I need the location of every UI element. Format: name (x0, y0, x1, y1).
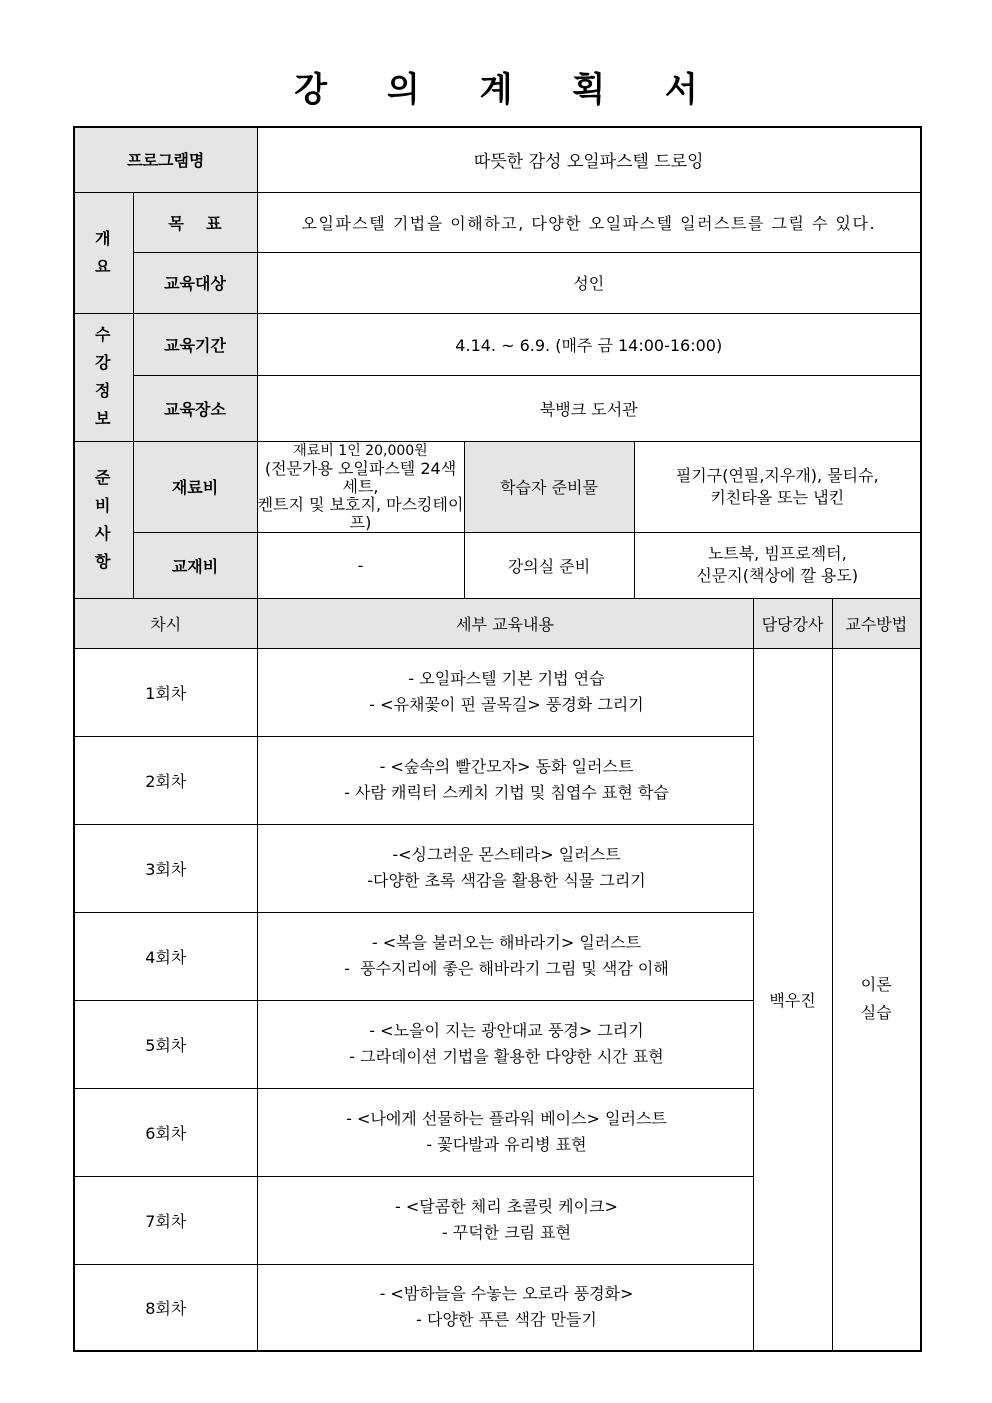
course-info-label-line1: 수 강 (95, 325, 123, 372)
material-fee-value (257, 441, 464, 532)
teaching-method-line2: 실습 (860, 1003, 892, 1023)
program-name: 따뜻한 감성 오일파스텔 드로잉 (257, 127, 921, 192)
session-line1: - <밤하늘을 수놓는 오로라 풍경화> (379, 1284, 634, 1304)
session-line2: - 사람 캐릭터 스케치 기법 및 침엽수 표현 학습 (344, 783, 669, 802)
session-number: 2회차 (74, 736, 257, 824)
classroom-prep-value (634, 532, 921, 598)
session-number: 8회차 (74, 1264, 257, 1351)
session-line1: - <노을이 지는 광안대교 풍경> 그리기 (369, 1021, 644, 1040)
goal-text: 오일파스텔 기법을 이해하고, 다양한 오일파스텔 일러스트를 그릴 수 있다. (257, 192, 921, 252)
classroom-prep-label: 강의실 준비 (464, 532, 634, 598)
course-info-label-line2: 정 보 (95, 381, 123, 428)
session-number: 7회차 (74, 1176, 257, 1264)
classroom-prep-line1: 노트북, 빔프로젝터, (707, 544, 847, 563)
goal-label: 목 표 (133, 192, 257, 252)
session-line2: - 다양한 푸른 색감 만들기 (416, 1310, 597, 1330)
session-content (257, 912, 753, 1000)
session-content (257, 1088, 753, 1176)
teaching-method (832, 648, 921, 1351)
session-number: 1회차 (74, 648, 257, 736)
session-line1: -<싱그러운 몬스테라> 일러스트 (392, 845, 621, 864)
session-content (257, 648, 753, 736)
session-content (257, 1176, 753, 1264)
schedule-header-row (74, 598, 921, 648)
header-method: 교수방법 (832, 598, 921, 648)
session-line2: - <유채꽃이 핀 골목길> 풍경화 그리기 (369, 695, 644, 714)
session-number: 5회차 (74, 1000, 257, 1088)
textbook-fee-label: 교재비 (133, 532, 257, 598)
program-row (74, 127, 921, 192)
session-line1: - <숲속의 빨간모자> 동화 일러스트 (379, 757, 634, 776)
period-value: 4.14. ~ 6.9. (매주 금 14:00-16:00) (257, 313, 921, 375)
textbook-row (74, 532, 921, 598)
place-value: 북뱅크 도서관 (257, 375, 921, 441)
target-label: 교육대상 (133, 252, 257, 313)
material-fee-line2: (전문가용 오일파스텔 24색 세트, (264, 458, 457, 496)
learner-supplies-line2: 키친타올 또는 냅킨 (710, 487, 845, 507)
session-line2: - 풍수지리에 좋은 해바라기 그림 및 색감 이해 (344, 959, 669, 978)
material-row (74, 441, 921, 532)
header-content: 세부 교육내용 (257, 598, 753, 648)
lecture-plan-table (73, 126, 922, 1352)
session-line2: - 그라데이션 기법을 활용한 다양한 시간 표현 (349, 1047, 664, 1066)
session-row (74, 648, 921, 736)
session-content (257, 1264, 753, 1351)
teaching-method-line1: 이론 (860, 975, 892, 995)
classroom-prep-line2: 신문지(책상에 깔 용도) (696, 566, 859, 585)
target-row (74, 252, 921, 313)
prep-label (74, 441, 133, 598)
prep-label-line2: 사 항 (95, 523, 123, 571)
session-content (257, 824, 753, 912)
session-line1: - <달콤한 체리 초콜릿 케이크> (395, 1197, 618, 1216)
overview-label: 개 요 (74, 192, 133, 313)
session-content (257, 736, 753, 824)
page-title: 강 의 계 획 서 (294, 70, 722, 110)
header-instructor: 담당강사 (753, 598, 832, 648)
period-row (74, 313, 921, 375)
session-line2: - 꽃다발과 유리병 표현 (426, 1135, 587, 1154)
instructor-name: 백우진 (753, 648, 832, 1351)
session-line2: -다양한 초록 색감을 활용한 식물 그리기 (367, 871, 646, 890)
period-label: 교육기간 (133, 313, 257, 375)
material-fee-line1: 재료비 1인 20,000원 (293, 442, 428, 459)
session-number: 6회차 (74, 1088, 257, 1176)
prep-label-line1: 준 비 (95, 467, 123, 515)
learner-supplies-value (634, 441, 921, 532)
header-session: 차시 (74, 598, 257, 648)
learner-supplies-label: 학습자 준비물 (464, 441, 634, 532)
program-label: 프로그램명 (74, 127, 257, 192)
session-line1: - <복을 불러오는 해바라기> 일러스트 (371, 933, 642, 952)
session-line2: - 꾸덕한 크림 표현 (441, 1223, 572, 1242)
place-label: 교육장소 (133, 375, 257, 441)
material-fee-line3: 켄트지 및 보호지, 마스킹테이프) (257, 494, 464, 532)
session-number: 4회차 (74, 912, 257, 1000)
material-fee-label: 재료비 (133, 441, 257, 532)
session-number: 3회차 (74, 824, 257, 912)
session-line1: - 오일파스텔 기본 기법 연습 (408, 669, 605, 688)
place-row (74, 375, 921, 441)
course-info-label (74, 313, 133, 441)
session-content (257, 1000, 753, 1088)
textbook-fee-value: - (257, 532, 464, 598)
learner-supplies-line1: 필기구(연필,지우개), 물티슈, (675, 465, 879, 485)
goal-row (74, 192, 921, 252)
session-line1: - <나에게 선물하는 플라워 베이스> 일러스트 (346, 1109, 667, 1128)
target-value: 성인 (257, 252, 921, 313)
